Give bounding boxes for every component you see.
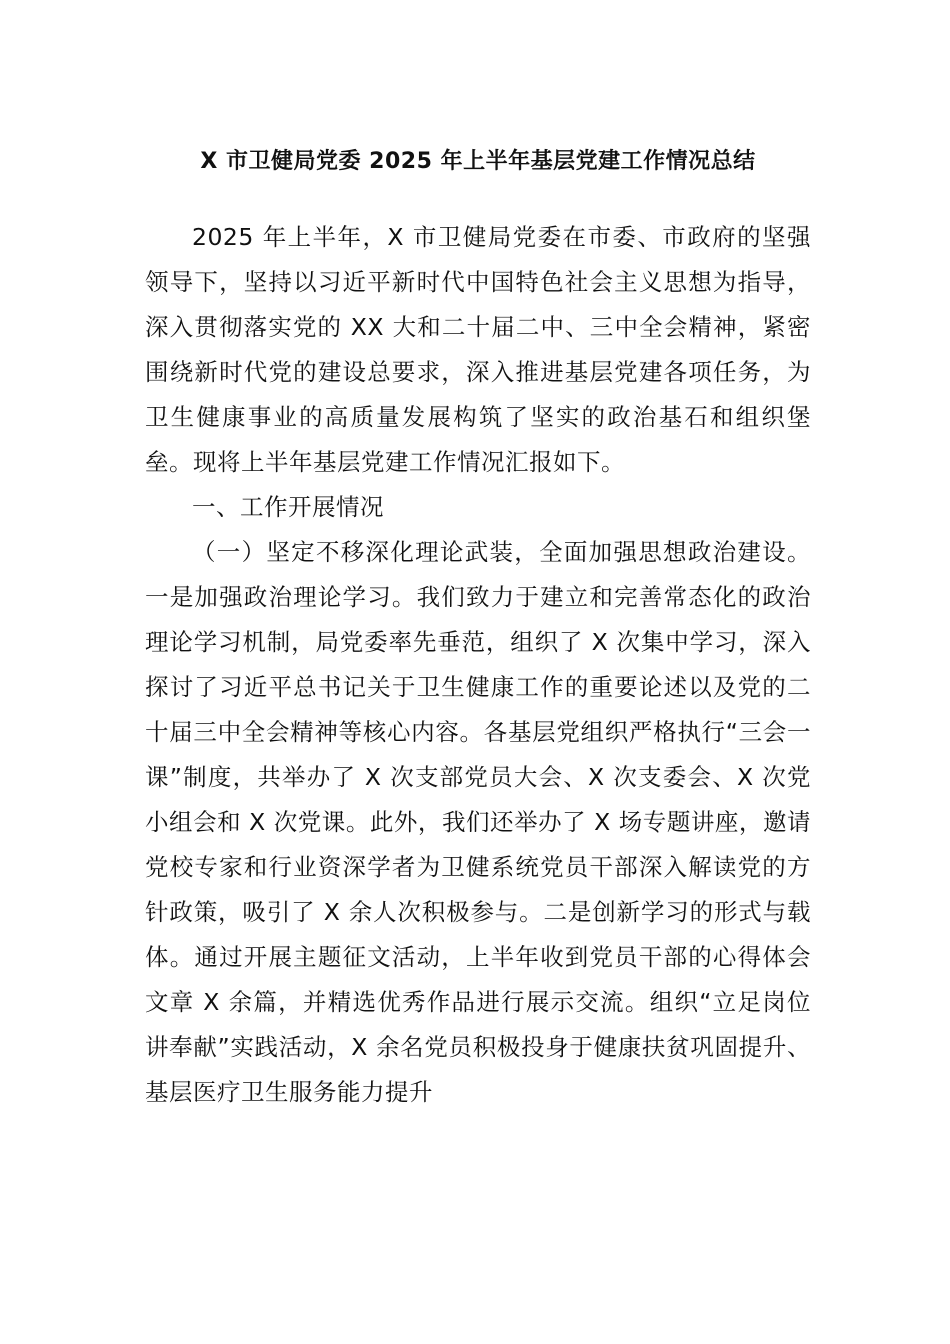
section-paragraph: （一）坚定不移深化理论武装，全面加强思想政治建设。一是加强政治理论学习。我们致力于建立和完善常态化的政治理论学习机制，局党委率先垂范，组织了 X 次集中学习，深入探讨了习近平总书记关于卫生健康工作的重要论述以及党的二十届三中全会精神等核心内容。各基层党组织严格执行“三会一课”制度，共举办了 X 次支部党员大会、X 次支委会、X 次党小组会和 X 次党课。此外，我们还举办了 X 场专题讲座，邀请党校专家和行业资深学者为卫健系统党员干部深入解读党的方针政策，吸引了 X 余人次积极参与。二是创新学习的形式与载体。通过开展主题征文活动，上半年收到党员干部的心得体会文章 X 余篇，并精选优秀作品进行展示交流。组织“立足岗位讲奉献”实践活动，X 余名党员积极投身于健康扶贫巩固提升、基层医疗卫生服务能力提升 [145, 538, 811, 1106]
intro-paragraph: 2025 年上半年，X 市卫健局党委在市委、市政府的坚强领导下，坚持以习近平新时代中国特色社会主义思想为指导，深入贯彻落实党的 XX 大和二十届二中、三中全会精神，紧密围绕新时代党的建设总要求，深入推进基层党建各项任务，为卫生健康事业的高质量发展构筑了坚实的政治基石和组织堡垒。现将上半年基层党建工作情况汇报如下。 [145, 223, 811, 476]
document-title: X 市卫健局党委 2025 年上半年基层党建工作情况总结 [200, 149, 756, 174]
document-page [145, 142, 811, 1115]
section-heading: 一、工作开展情况 [192, 493, 384, 521]
